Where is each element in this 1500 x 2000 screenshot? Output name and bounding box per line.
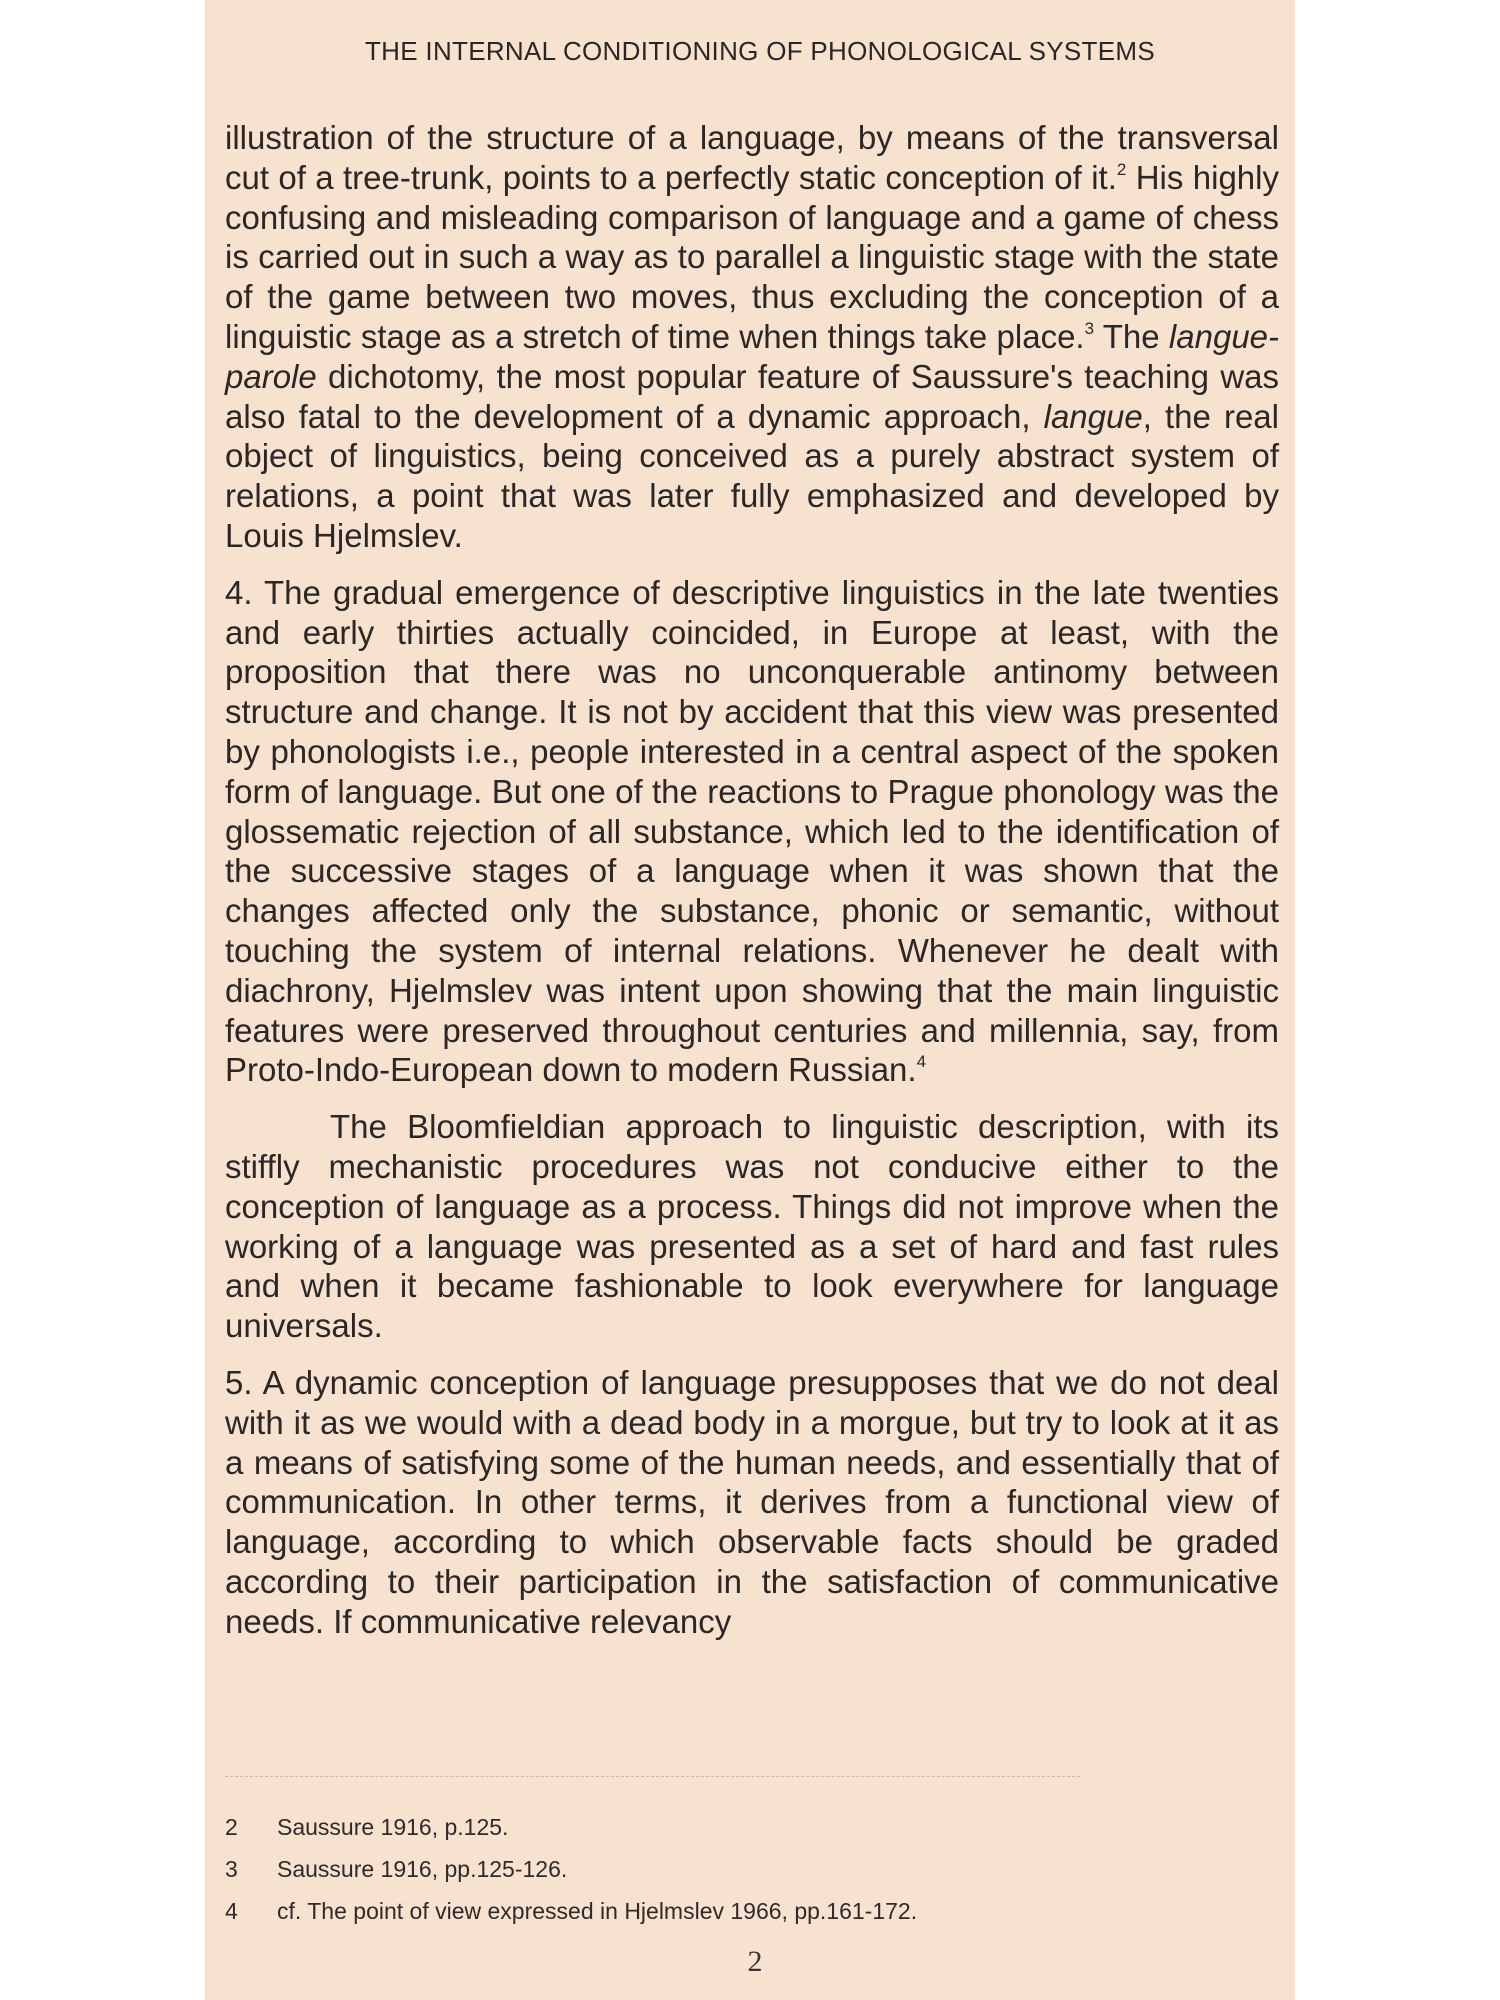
paragraph-1-text-e: , the real object of linguistics, being conceived as a purely abstract system of relations, a point that was later fully emphasized and developed by Louis Hjelmslev. bbox=[225, 397, 1279, 554]
paragraph-1-text-d: dichotomy, the most popular feature of Saussure's teaching was also fatal to the development of a dynamic approach, bbox=[225, 357, 1279, 435]
footnote-ref-2: 2 bbox=[1116, 159, 1127, 179]
page-number: 2 bbox=[747, 1945, 763, 1978]
running-header: THE INTERNAL CONDITIONING OF PHONOLOGICAL SYSTEMS bbox=[365, 36, 1155, 66]
paragraph-1-text-b: His highly confusing and misleading comparison of language and a game of chess is carried out in such a way as to parallel a linguistic stage with the state of the game between two moves, thus excluding the conception of a linguistic stage as a stretch of time when things take place. bbox=[225, 158, 1279, 355]
paragraph-2 bbox=[225, 573, 1279, 1090]
body-text bbox=[225, 118, 1279, 1658]
footnote-divider bbox=[225, 1776, 1080, 1777]
footnote-text: Saussure 1916, p.125. bbox=[277, 1814, 509, 1840]
book-page bbox=[205, 0, 1295, 2000]
footnote-ref-4: 4 bbox=[916, 1052, 927, 1072]
paragraph-2-text: 4. The gradual emergence of descriptive linguistics in the late twenties and early thirties actually coincided, in Europe at least, with the proposition that there was no unconquerable antinomy between structure and change. It is not by accident that this view was presented by phonologists i.e., people interested in a central aspect of the spoken form of language. But one of the reactions to Prague phonology was the glossematic rejection of all substance, which led to the identification of the successive stages of a language when it was shown that the changes affected only the substance, phonic or semantic, without touching the system of internal relations. Whenever he dealt with diachrony, Hjelmslev was intent upon showing that the main linguistic features were preserved throughout centuries and millennia, say, from Proto-Indo-European down to modern Russian. bbox=[225, 573, 1279, 1089]
footnote bbox=[225, 1890, 917, 1932]
term-langue: langue bbox=[1043, 397, 1143, 435]
footnote-number: 2 bbox=[225, 1814, 238, 1840]
footnote-number: 4 bbox=[225, 1898, 238, 1924]
term-langue-parole: langue-parole bbox=[225, 317, 1280, 395]
footnote bbox=[225, 1848, 917, 1890]
paragraph-3: The Bloomfieldian approach to linguistic description, with its stiffly mechanistic procedures was not conducive either to the conception of language as a process. Things did not improve when the working of a language was presented as a set of hard and fast rules and when it became fashionable to look everywhere for language universals. bbox=[225, 1108, 1279, 1345]
paragraph-1-text-c: The bbox=[1094, 317, 1169, 355]
footnote-text: cf. The point of view expressed in Hjelmslev 1966, pp.161-172. bbox=[277, 1898, 918, 1924]
paragraph-4: 5. A dynamic conception of language presupposes that we do not deal with it as we would with a dead body in a morgue, but try to look at it as a means of satisfying some of the human needs, and essentially that of communication. In other terms, it derives from a functional view of language, according to which observable facts should be graded according to their participation in the satisfaction of communicative needs. If communicative relevancy bbox=[225, 1363, 1279, 1640]
footnote-ref-3: 3 bbox=[1084, 318, 1095, 338]
paragraph-1-text-a: illustration of the structure of a language, by means of the transversal cut of a tree-trunk, points to a perfectly static conception of it. bbox=[225, 119, 1279, 196]
footnote-number: 3 bbox=[225, 1856, 238, 1882]
paragraph-1 bbox=[225, 118, 1279, 556]
footnote bbox=[225, 1806, 917, 1848]
footnote-text: Saussure 1916, pp.125-126. bbox=[277, 1856, 568, 1882]
footnotes bbox=[225, 1806, 917, 1932]
